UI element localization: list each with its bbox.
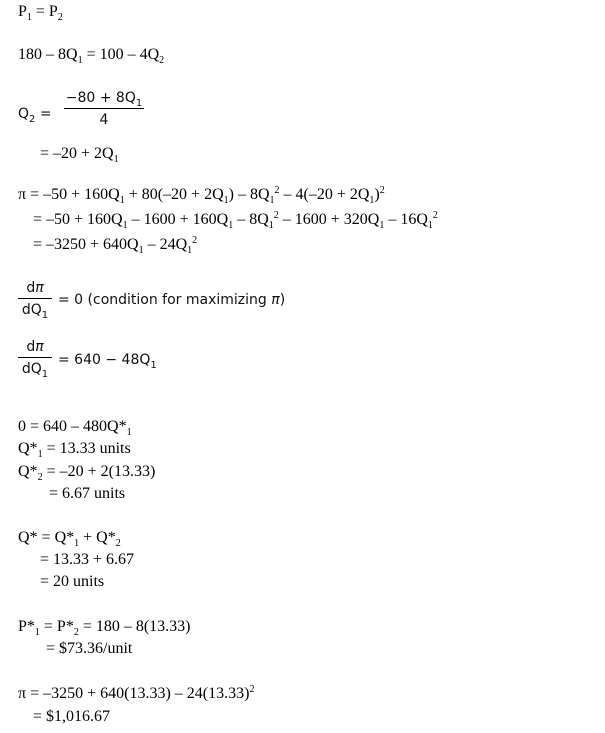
text: = $73.36/unit <box>46 640 133 657</box>
equation-profit-simplified <box>33 235 198 256</box>
text: = –20 + 2Q <box>40 145 114 162</box>
text: −80 + 8Q <box>65 90 136 106</box>
text: = <box>35 106 52 122</box>
derivative-value <box>58 352 157 371</box>
text: = 0 (condition for maximizing <box>58 292 272 308</box>
equation-q2-optimal <box>18 463 156 483</box>
text: = 13.33 + 6.67 <box>40 551 135 568</box>
fraction-bar <box>18 298 52 299</box>
equation-q2-simplified <box>40 145 119 165</box>
subscript: 1 <box>37 449 43 460</box>
text: Q* = Q* <box>18 529 75 546</box>
subscript: 1 <box>150 360 157 371</box>
text: – 1600 + 320Q <box>278 211 380 228</box>
text: – 24Q <box>143 236 188 253</box>
subscript: 2 <box>159 55 165 66</box>
equation-optimal-price <box>18 618 191 638</box>
subscript: 2 <box>29 114 36 125</box>
subscript: 2 <box>37 472 43 483</box>
text: – 16Q <box>384 211 428 228</box>
text: d <box>26 280 36 296</box>
subscript: 1 <box>34 627 40 638</box>
text: P* <box>18 618 35 635</box>
superscript: 2 <box>192 235 198 246</box>
pi-symbol: π <box>35 339 44 355</box>
q2-fraction <box>64 90 144 128</box>
fraction-numerator <box>18 339 52 355</box>
subscript: 1 <box>228 220 234 231</box>
equation-q2-result <box>49 486 125 502</box>
subscript: 1 <box>268 220 274 231</box>
equation-q1-optimal <box>18 440 131 460</box>
text: dQ <box>21 361 42 377</box>
fraction-denominator: 4 <box>99 112 109 128</box>
subscript: 1 <box>269 195 275 206</box>
equation-total-result <box>40 574 104 590</box>
text: = P <box>31 3 58 20</box>
text: = –50 + 160Q <box>33 211 123 228</box>
subscript: 1 <box>122 220 128 231</box>
text: = –20 + 2(13.33) <box>42 463 156 480</box>
text: = 640 − 48Q <box>58 352 151 368</box>
equation-profit-substituted <box>18 185 385 206</box>
subscript: 1 <box>74 538 80 549</box>
text: = 13.33 units <box>42 440 131 457</box>
superscript: 2 <box>432 210 438 221</box>
text: – 1600 + 160Q <box>127 211 229 228</box>
text: + Q* <box>79 529 116 546</box>
equation-price-equality <box>18 3 63 23</box>
equation-profit-expanded <box>33 210 438 231</box>
superscript: 2 <box>273 210 279 221</box>
text: = 20 units <box>40 573 105 590</box>
subscript: 1 <box>223 195 229 206</box>
text: ) <box>374 186 380 203</box>
subscript: 1 <box>138 245 144 256</box>
text: dQ <box>21 302 42 318</box>
subscript: 1 <box>77 55 83 66</box>
fraction-numerator <box>18 280 52 296</box>
fraction-bar <box>18 357 52 358</box>
subscript: 2 <box>115 538 121 549</box>
equation-price-result <box>46 641 132 657</box>
text: = 6.67 units <box>49 485 126 502</box>
text: 180 – 8Q <box>18 46 78 63</box>
derivative-fraction <box>18 280 52 321</box>
text: = 180 – 8(13.33) <box>78 618 191 635</box>
equation-max-profit <box>18 686 254 702</box>
subscript: 1 <box>41 310 49 321</box>
text: Q <box>18 106 30 122</box>
superscript: 2 <box>379 185 385 196</box>
text: ) – 8Q <box>228 186 270 203</box>
equation-demand-equality <box>18 46 165 66</box>
subscript: 1 <box>26 12 32 23</box>
fraction-denominator <box>18 361 52 380</box>
subscript: 1 <box>379 220 385 231</box>
text: P <box>18 3 27 20</box>
text: Q* <box>18 463 38 480</box>
subscript: 1 <box>369 195 375 206</box>
text: π = –3250 + 640(13.33) – 24(13.33) <box>18 685 250 702</box>
fraction-denominator <box>18 302 52 321</box>
pi-symbol: π <box>271 292 280 308</box>
derivative-fraction <box>18 339 52 380</box>
superscript: 2 <box>274 185 280 196</box>
subscript: 2 <box>73 627 79 638</box>
subscript: 1 <box>126 427 132 438</box>
subscript: 1 <box>135 98 143 109</box>
text: = –3250 + 640Q <box>33 236 139 253</box>
text: – 4(–20 + 2Q <box>279 186 370 203</box>
text: = 100 – 4Q <box>82 46 160 63</box>
subscript: 1 <box>187 245 193 256</box>
text: = P* <box>39 618 74 635</box>
equation-set-zero <box>18 418 132 438</box>
text: 0 = 640 – 480Q* <box>18 418 127 435</box>
equation-total-quantity <box>18 529 121 549</box>
text: d <box>26 339 36 355</box>
fraction-numerator <box>64 90 144 109</box>
fraction-bar <box>64 108 144 109</box>
text: Q* <box>18 440 38 457</box>
pi-symbol: π <box>35 280 44 296</box>
text: + 80(–20 + 2Q <box>124 186 224 203</box>
subscript: 1 <box>41 369 49 380</box>
superscript: 2 <box>249 684 255 695</box>
q2-lhs <box>18 106 52 125</box>
subscript: 1 <box>113 154 119 165</box>
text: ) <box>279 292 286 308</box>
equation-profit-result <box>33 709 110 725</box>
text: – 8Q <box>233 211 269 228</box>
first-order-condition <box>58 293 285 307</box>
subscript: 1 <box>119 195 125 206</box>
subscript: 1 <box>427 220 433 231</box>
text: = $1,016.67 <box>33 708 111 725</box>
subscript: 2 <box>57 12 63 23</box>
text: π = –50 + 160Q <box>18 186 120 203</box>
equation-total-sum <box>40 552 134 568</box>
